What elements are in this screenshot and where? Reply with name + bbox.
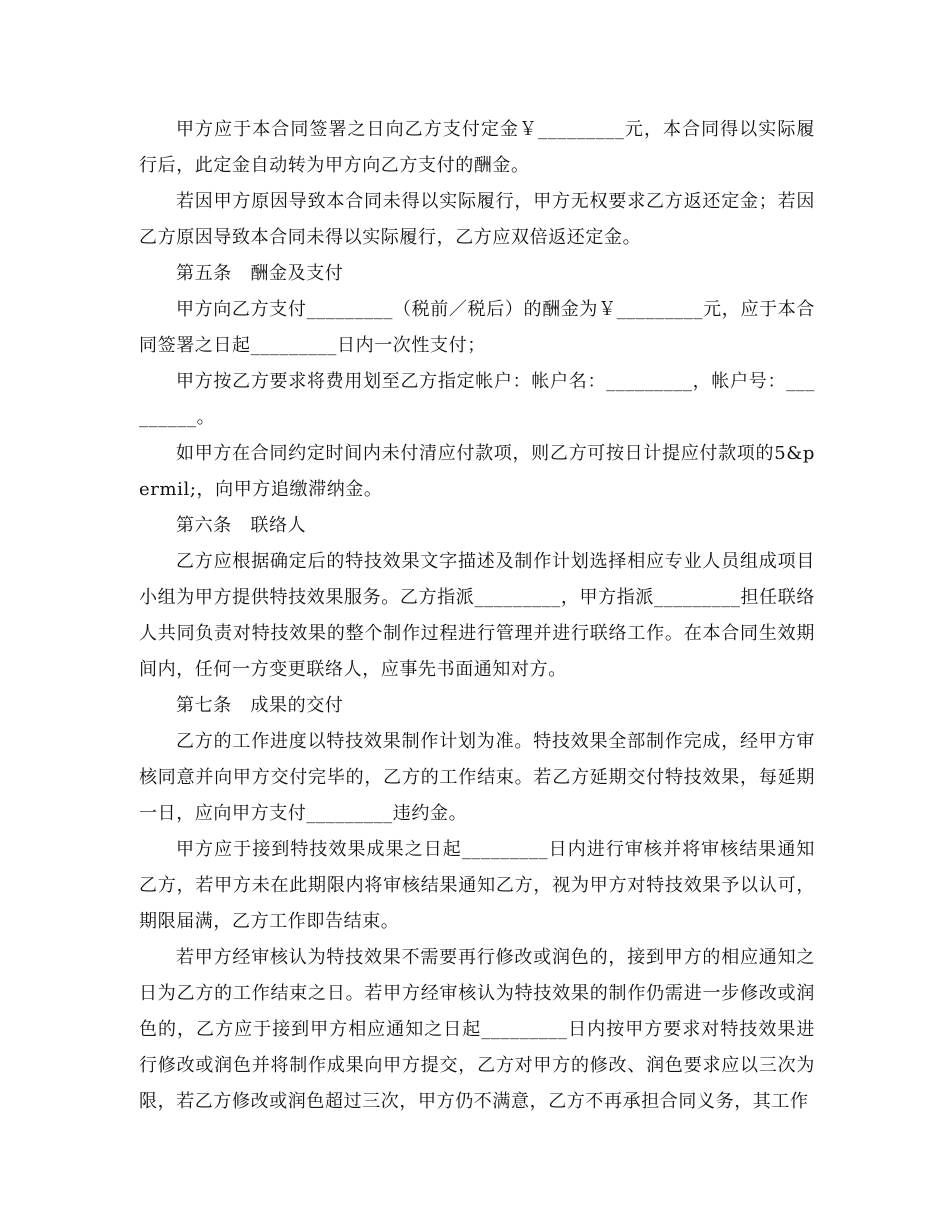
paragraph-review-period: 甲方应于接到特技效果成果之日起_________日内进行审核并将审核结果通知乙方，若甲方未在此期限内将审核结果通知乙方，视为甲方对特技效果予以认可，期限届满，乙方工作即告结束。 <box>139 839 815 932</box>
paragraph-late-fee: 如甲方在合同约定时间内未付清应付款项，则乙方可按日计提应付款项的5&permil;，向甲方追缴滞纳金。 <box>139 443 815 500</box>
paragraph-revisions: 若甲方经审核认为特技效果不需要再行修改或润色的，接到甲方的相应通知之日为乙方的工作结束之日。若甲方经审核认为特技效果的制作仍需进一步修改或润色的，乙方应于接到甲方相应通知之日起_________日内按甲方要求对特技效果进行修改或润色并将制作成果向甲方提交，乙方对甲方的修改、润色要求应以三次为限，若乙方修改或润色超过三次，甲方仍不满意，乙方不再承担合同义务，其工作 <box>139 947 815 1112</box>
paragraph-work-progress: 乙方的工作进度以特技效果制作计划为准。特技效果全部制作完成，经甲方审核同意并向甲方交付完毕的，乙方的工作结束。若乙方延期交付特技效果，每延期一日，应向甲方支付_________违约金。 <box>139 731 815 824</box>
paragraph-fee-amount: 甲方向乙方支付_________（税前／税后）的酬金为￥_________元，应于本合同签署之日起_________日内一次性支付； <box>139 299 815 356</box>
paragraph-deposit-return: 若因甲方原因导致本合同未得以实际履行，甲方无权要求乙方返还定金；若因乙方原因导致本合同未得以实际履行，乙方应双倍返还定金。 <box>139 191 815 248</box>
paragraph-bank-account: 甲方按乙方要求将费用划至乙方指定帐户：帐户名：_________，帐户号：_________。 <box>139 371 815 428</box>
article-7-heading: 第七条 成果的交付 <box>176 695 344 716</box>
paragraph-deposit-payment: 甲方应于本合同签署之日向乙方支付定金￥_________元，本合同得以实际履行后，此定金自动转为甲方向乙方支付的酬金。 <box>139 119 815 176</box>
paragraph-contact-persons: 乙方应根据确定后的特技效果文字描述及制作计划选择相应专业人员组成项目小组为甲方提供特技效果服务。乙方指派_________，甲方指派_________担任联络人共同负责对特技效果的整个制作过程进行管理并进行联络工作。在本合同生效期间内，任何一方变更联络人，应事先书面通知对方。 <box>139 551 815 680</box>
article-5-heading: 第五条 酬金及支付 <box>176 263 344 284</box>
article-6-heading: 第六条 联络人 <box>176 515 307 536</box>
document-page <box>139 112 815 1120</box>
